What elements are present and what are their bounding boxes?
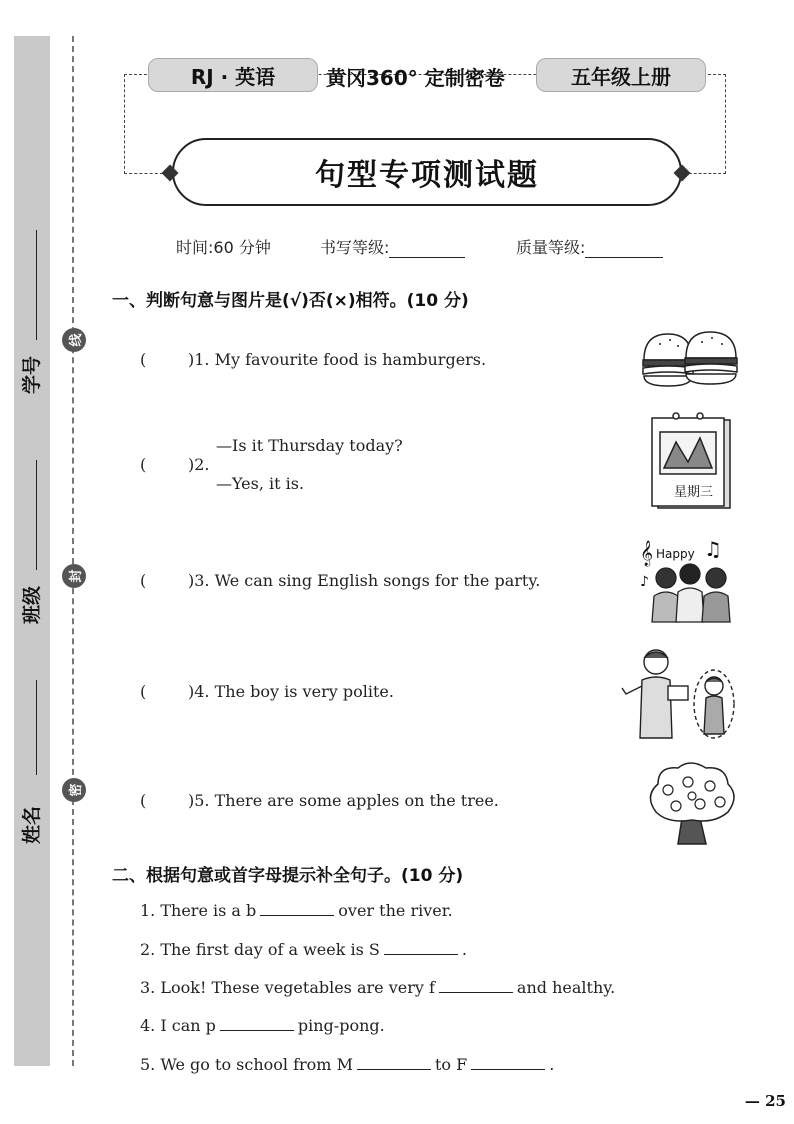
hamburgers-picture	[640, 328, 740, 390]
name-line	[36, 680, 37, 775]
answer-paren-5[interactable]: (	[140, 791, 147, 810]
fill-blank-1[interactable]	[260, 902, 334, 916]
subject-pill: RJ · 英语	[148, 58, 318, 92]
fill-sentence-3: 3. Look! These vegetables are very f and healthy.	[140, 978, 616, 997]
apple-tree-picture	[644, 760, 740, 846]
answer-paren-1[interactable]: (	[140, 350, 147, 369]
fill-sentence-1: 1. There is a b over the river.	[140, 901, 453, 920]
answer-paren-2[interactable]: (	[140, 455, 147, 474]
answer-paren-3[interactable]: (	[140, 571, 147, 590]
writing-grade: 书写等级:	[320, 235, 465, 258]
question-2-line-b: —Yes, it is.	[216, 474, 305, 493]
svg-text:♫: ♫	[704, 538, 722, 561]
title-box	[172, 138, 682, 206]
quality-grade-blank[interactable]	[585, 240, 663, 258]
question-2: ( )2.	[140, 455, 210, 474]
calendar-picture	[648, 412, 738, 512]
brand-title: 黄冈360° 定制密卷	[326, 66, 505, 90]
student-number-line	[36, 230, 37, 340]
time-label: 时间:60 分钟	[176, 238, 271, 257]
singing-picture	[640, 538, 738, 626]
calendar-label: 星期三	[674, 485, 714, 500]
fill-blank-5a[interactable]	[357, 1056, 431, 1070]
question-1: ( )1. My favourite food is hamburgers.	[140, 350, 487, 369]
class-line	[36, 460, 37, 570]
fill-blank-5b[interactable]	[471, 1056, 545, 1070]
question-3: ( )3. We can sing English songs for the party.	[140, 571, 541, 590]
class-field	[14, 460, 50, 625]
happy-banner: Happy	[656, 547, 695, 561]
boy-teacher-picture	[620, 646, 740, 742]
seal-secret: 密	[62, 778, 86, 802]
fill-sentence-2: 2. The first day of a week is S .	[140, 940, 467, 959]
fill-blank-2[interactable]	[384, 941, 458, 955]
question-5: ( )5. There are some apples on the tree.	[140, 791, 499, 810]
quality-grade: 质量等级:	[516, 235, 663, 258]
student-number-label: 学号	[21, 355, 44, 395]
seal-line: 线	[62, 328, 86, 352]
question-4: ( )4. The boy is very polite.	[140, 682, 394, 701]
page-number: — 25	[744, 1092, 786, 1110]
class-label: 班级	[21, 585, 44, 625]
fill-blank-4[interactable]	[220, 1017, 294, 1031]
section-2-heading: 二、根据句意或首字母提示补全句子。(10 分)	[112, 866, 464, 886]
question-2-line-a: —Is it Thursday today?	[216, 436, 403, 455]
page-title: 句型专项测试题	[315, 158, 539, 193]
grade-pill: 五年级上册	[536, 58, 706, 92]
fill-sentence-5: 5. We go to school from M to F .	[140, 1055, 555, 1074]
section-1-heading: 一、判断句意与图片是(√)否(×)相符。(10 分)	[112, 291, 469, 311]
writing-grade-blank[interactable]	[389, 240, 465, 258]
svg-text:♪: ♪	[640, 574, 649, 590]
fill-blank-3[interactable]	[439, 979, 513, 993]
fill-sentence-4: 4. I can p ping-pong.	[140, 1016, 385, 1035]
name-label: 姓名	[21, 805, 44, 845]
answer-paren-4[interactable]: (	[140, 682, 147, 701]
name-field	[14, 680, 50, 845]
student-number-field	[14, 230, 50, 395]
svg-text:𝄞: 𝄞	[640, 541, 654, 566]
seal-seal: 封	[62, 564, 86, 588]
cut-line	[72, 36, 74, 1066]
